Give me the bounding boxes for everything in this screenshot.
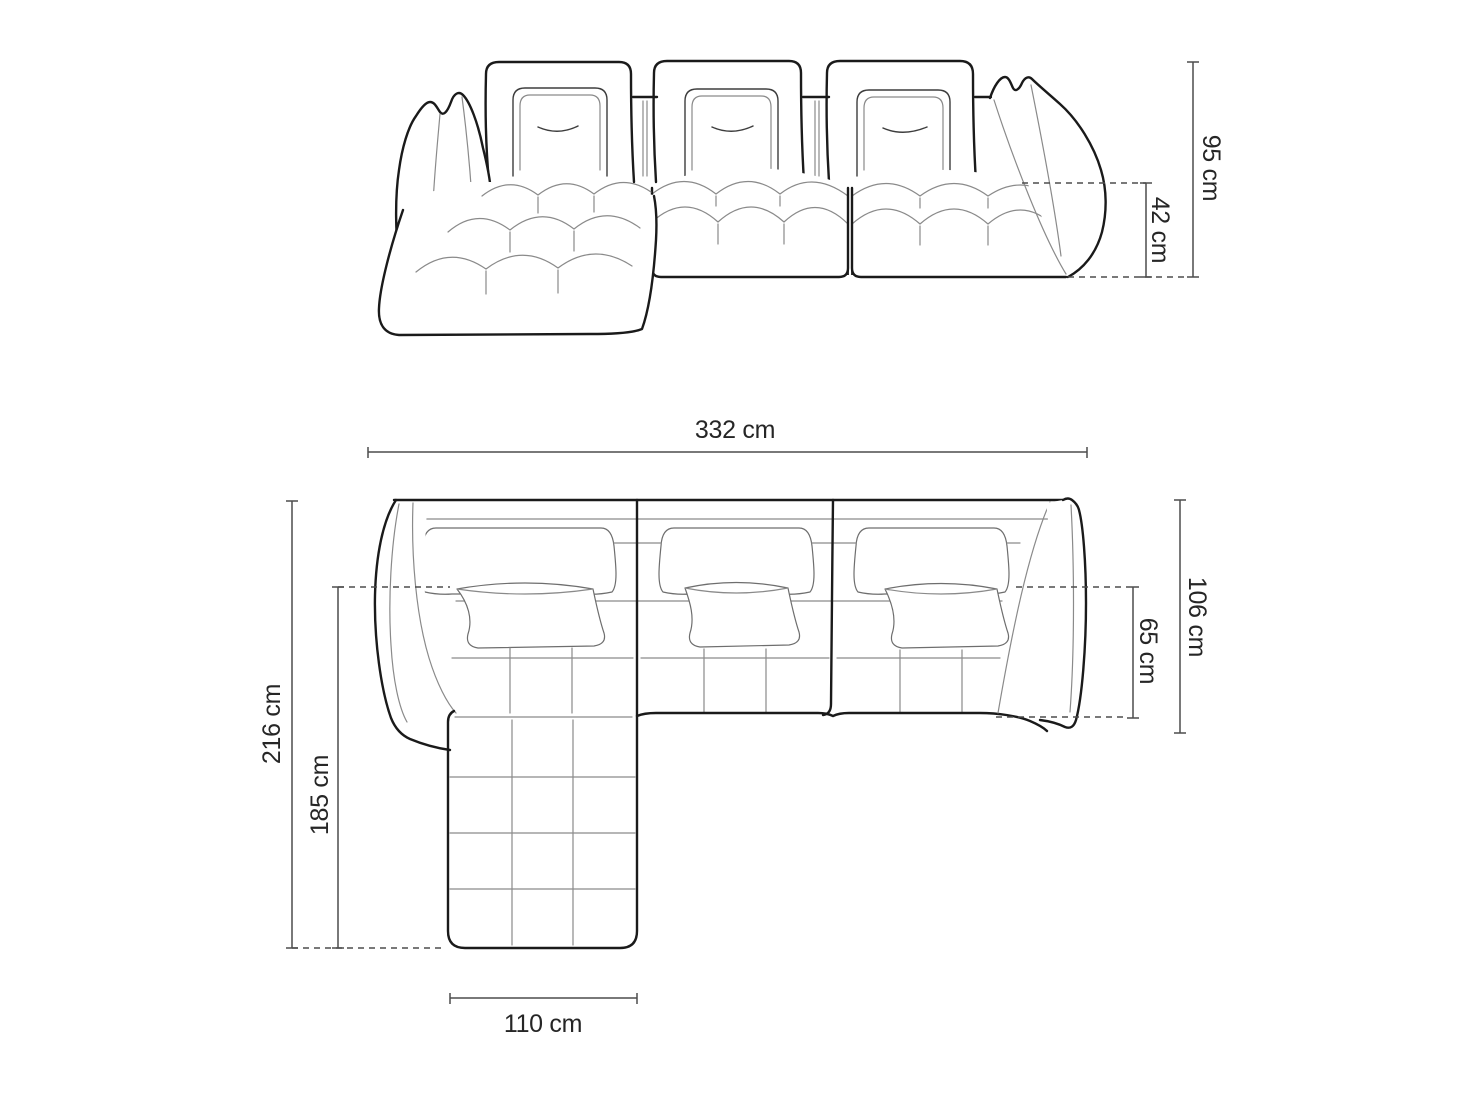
top-right-armrest-inner-contour [998,502,1050,713]
body-depth-label: 106 cm [1183,576,1211,658]
middle-seat-fill [652,168,848,277]
seat-depth-label: 65 cm [1134,617,1162,685]
total-height-label: 95 cm [1197,134,1225,202]
chaise-width-label: 110 cm [503,1010,583,1038]
top-pillow-3 [885,584,1009,649]
top-front-edge [637,713,1047,731]
top-module-divider [823,500,833,715]
front-pillow-3 [857,90,950,176]
dimension-chaise-depth [306,587,344,948]
chaise-front-fill [379,182,656,335]
top-right-armrest-fill [1040,499,1086,728]
dimension-total-depth [258,501,298,948]
seat-height-label: 42 cm [1146,196,1174,264]
front-pillow-2 [685,89,778,176]
total-width-label: 332 cm [694,416,776,444]
dimension-seat-depth [1127,587,1162,718]
top-pillow-1 [457,583,605,648]
seat-gap-lines [848,190,852,275]
total-depth-label: 216 cm [258,683,286,765]
top-seat-grid [452,648,1000,717]
top-pillow-2 [685,583,800,648]
dimension-total-width [368,416,1087,458]
dimension-chaise-width [450,993,637,1038]
front-view-drawing [379,61,1225,335]
front-pillow-1 [513,88,607,176]
dimension-total-height [1187,62,1225,277]
chaise-top-grid [450,720,635,945]
chaise-depth-label: 185 cm [306,754,334,836]
dimension-body-depth [1174,500,1211,733]
dimension-seat-height [1140,183,1174,277]
top-view-drawing [258,416,1211,1038]
